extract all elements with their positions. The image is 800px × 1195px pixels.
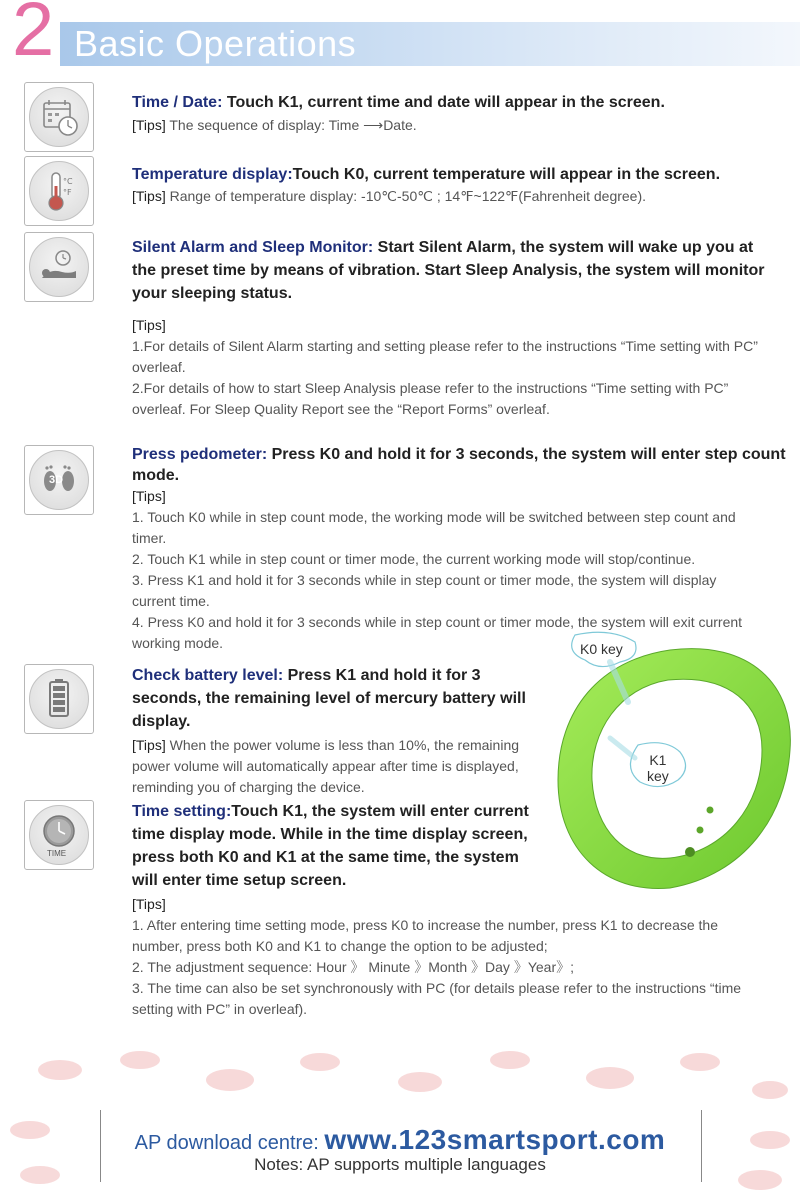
alarm-icon-box [24, 232, 94, 302]
temperature-heading: Temperature display: [132, 166, 293, 183]
calendar-clock-icon [30, 88, 88, 146]
time-setting-tip-2: 2. The adjustment sequence: Hour 》 Minute 》Month 》Day 》Year》; [132, 959, 574, 975]
battery-icon-box [24, 664, 94, 734]
section-number: 2 [12, 0, 55, 72]
time-setting-heading: Time setting: [132, 803, 232, 820]
alarm-tips-label: [Tips] [132, 317, 166, 333]
time-setting-icon-box [24, 800, 94, 870]
thermometer-icon [30, 162, 88, 220]
band-hole [685, 847, 695, 857]
pedometer-tip-1: 1. Touch K0 while in step count mode, the working mode will be switched between step count and timer. [132, 509, 736, 546]
footer-download [120, 1124, 680, 1156]
band-hole [707, 807, 714, 814]
time-icon-label: TIME [47, 849, 67, 858]
temperature-section [132, 164, 772, 207]
temperature-tips-label: [Tips] [132, 188, 166, 204]
battery-section [132, 664, 552, 798]
time-setting-text: Touch K1, the system will enter current time display mode. While in the time display screen, press both K0 and K1 at the same time, the system will enter time setup screen. [132, 803, 529, 889]
page-title: Basic Operations [74, 23, 357, 64]
k0-key-label: K0 key [580, 641, 623, 657]
pedometer-tip-3: 3. Press K1 and hold it for 3 seconds while in step count or timer mode, the system will display current time. [132, 572, 717, 609]
pedometer-tip-4: 4. Press K0 and hold it for 3 seconds while in step count or timer mode, the system will exit current working mode. [132, 614, 743, 651]
alarm-heading-colon: : [367, 239, 374, 256]
alarm-heading: Silent Alarm and Sleep Monitor [132, 239, 368, 256]
battery-tips-label: [Tips] [132, 737, 166, 753]
battery-heading: Check battery level: [132, 667, 284, 684]
temperature-tips-text: Range of temperature display: -10℃-50℃ ; 14℉~122℉(Fahrenheit degree). [165, 188, 647, 204]
battery-tips-text: When the power volume is less than 10%, the remaining power volume will automatically appear after time is displayed, reminding you of charging the device. [132, 737, 520, 795]
pedometer-icon-label: 3D [49, 474, 64, 486]
alarm-section [132, 236, 772, 420]
footer-url-link[interactable]: www.123smartsport.com [324, 1124, 666, 1155]
time-setting-tips-label: [Tips] [132, 896, 166, 912]
temperature-icon-box [24, 156, 94, 226]
time-date-heading: Time / Date: [132, 94, 223, 111]
pedometer-text: Press K0 and hold it for 3 seconds, the system will enter step count mode. [132, 446, 786, 484]
band-hole [697, 827, 704, 834]
alarm-tip-1: 1.For details of Silent Alarm starting and setting please refer to the instructions “Time setting with PC” overleaf. [132, 338, 758, 375]
time-date-icon-box [24, 82, 94, 152]
wristband-illustration [540, 630, 800, 900]
temperature-text: Touch K0, current temperature will appear in the screen. [292, 166, 721, 183]
time-date-section [132, 92, 772, 136]
svg-text:°F: °F [63, 188, 72, 197]
pedometer-tips-label: [Tips] [132, 488, 166, 504]
pedometer-tip-2: 2. Touch K1 while in step count or timer mode, the current working mode will stop/continue. [132, 551, 696, 567]
time-date-text: Touch K1, current time and date will appear in the screen. [222, 94, 665, 111]
time-setting-tip-1: 1. After entering time setting mode, press K0 to increase the number, press K1 to decrease the number, press both K0 and K1 to change the option to be adjusted; [132, 917, 718, 954]
alarm-text: Start Silent Alarm, the system will wake up you at the preset time by means of vibration. Start Sleep Analysis, the system will monitor your sleeping status. [132, 239, 765, 302]
k1-callout-pointer [610, 738, 635, 758]
page-header [0, 0, 800, 80]
time-date-tips-text: The sequence of display: Time ⟶Date. [165, 117, 417, 133]
pedometer-section [132, 444, 792, 654]
footer-note: Notes: AP supports multiple languages [254, 1155, 546, 1174]
k1-key-label-line1: K1 [649, 752, 667, 768]
pedometer-heading: Press pedometer: [132, 446, 268, 463]
time-date-tips-label: [Tips] [132, 117, 166, 133]
k1-key-label-line2: key [647, 768, 669, 784]
footer-prefix: AP download centre: [134, 1132, 325, 1154]
time-setting-tip-3: 3. The time can also be set synchronously with PC (for details please refer to the instructions “time setting with PC” in overleaf). [132, 980, 742, 1017]
alarm-tip-2: 2.For details of how to start Sleep Analysis please refer to the instructions “Time setting with PC” overleaf. For Sleep Quality Report see the “Report Forms” overleaf. [132, 380, 729, 417]
battery-icon [30, 670, 88, 728]
svg-text:°C: °C [63, 177, 73, 186]
k1-key-label [647, 752, 669, 784]
battery-text: Press K1 and hold it for 3 seconds, the remaining level of mercury battery will display. [132, 667, 526, 730]
pedometer-icon-box [24, 445, 94, 515]
sleep-alarm-icon [30, 238, 88, 296]
